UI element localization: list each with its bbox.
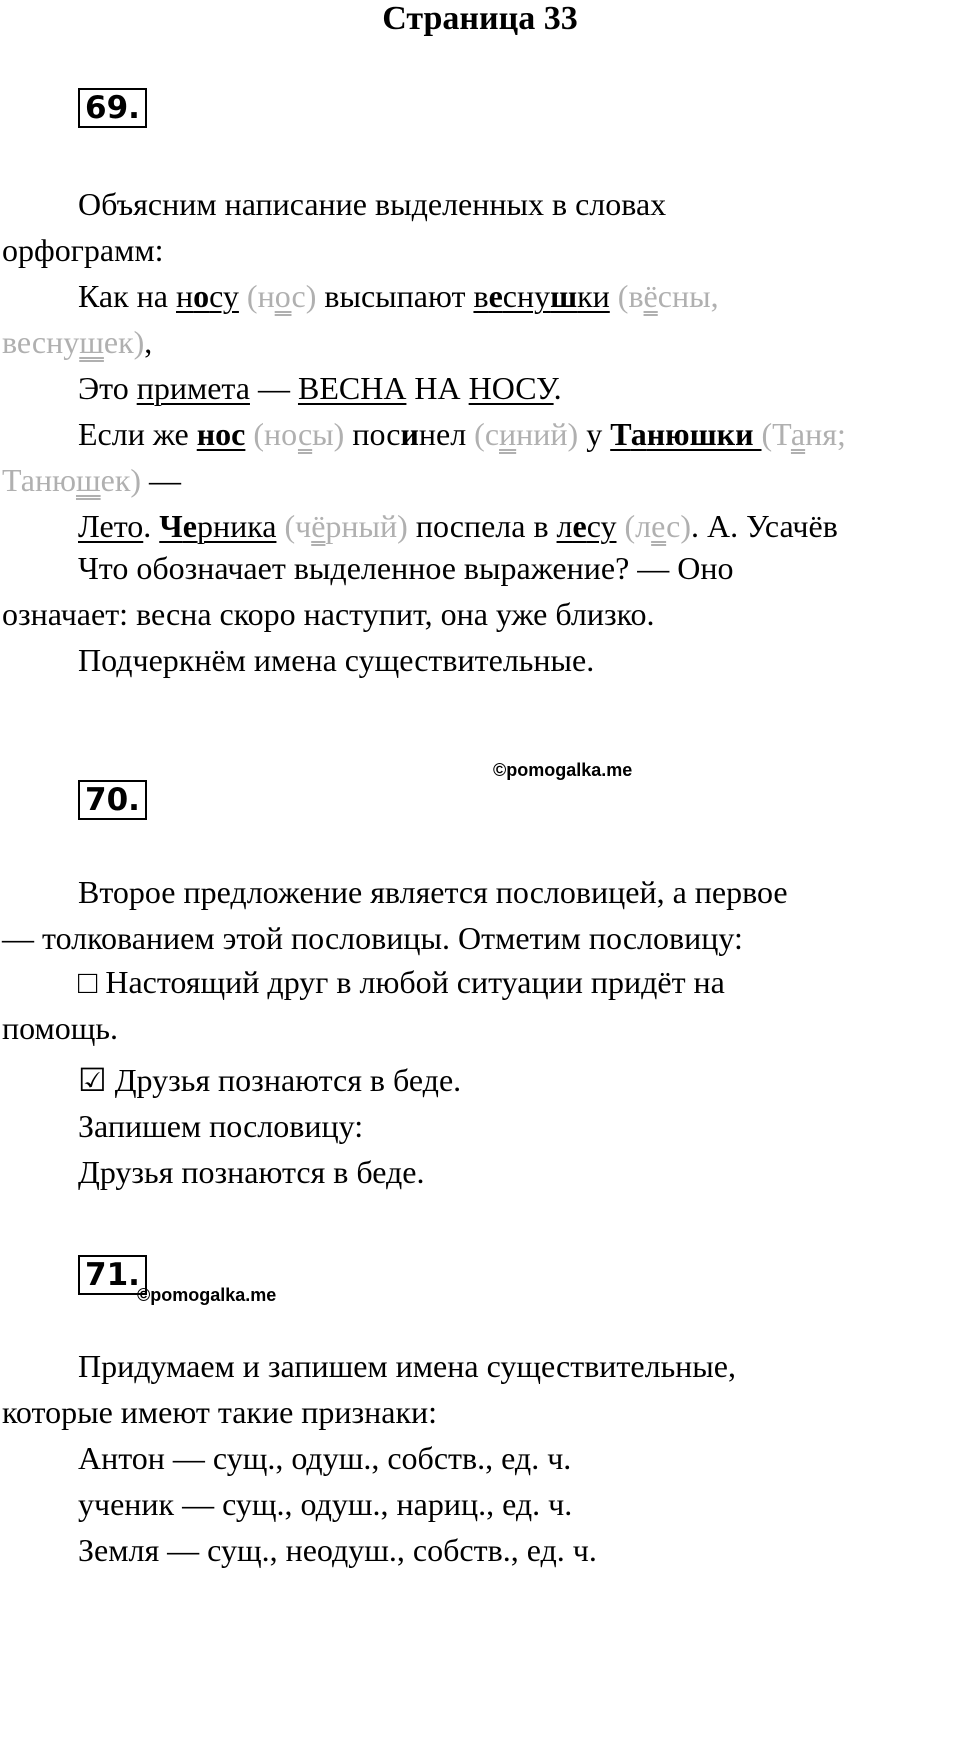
exercise-number-71-value: 71 [85,1257,129,1293]
text: ки [577,278,610,314]
text: а [790,416,806,452]
text: с [297,416,313,452]
ex71-item-3: Земля — сущ., неодуш., собств., ед. ч. [78,1532,597,1568]
ex70-option-1-cont: помощь. [2,1010,118,1046]
ex69-line-1: Объясним написание выделенных в словах [78,186,667,222]
text: е [488,278,503,314]
ex69-poem-line-4 [78,506,838,546]
ex70-line-1: Второе предложение является пословицей, а первое [78,874,788,910]
text: ний) [516,416,579,452]
text: весну [2,324,80,360]
hint-vesnushek [2,324,144,360]
text: поспела в [407,508,557,544]
exercise-number-69-value: 69 [85,90,129,126]
ex69-poem-line-2 [78,368,562,408]
word-vesnushki [473,278,609,314]
text: Если же [78,416,197,452]
ex71-item-1: Антон — сущ., одуш., собств., ед. ч. [78,1440,572,1476]
text: рника [196,508,277,544]
text: ш [550,278,578,314]
ex70-line-3: Запишем пословицу: [78,1108,364,1144]
text: е [651,508,667,544]
text: пос [344,416,401,452]
word-nos [197,416,246,452]
exercise-number-69-dot: . [128,90,140,126]
text: Это [78,370,137,406]
text: (ч [276,508,312,544]
hint-siniy [466,416,578,452]
text: , [144,324,153,360]
text: — [249,370,298,406]
text: (н [238,278,275,314]
hint-les [617,508,691,544]
text: . [143,508,160,544]
ex70-line-4: Друзья познаются в беде. [78,1154,425,1190]
hint-nosy [245,416,344,452]
text: (л [616,508,652,544]
text: (с [466,416,500,452]
text: (в [609,278,644,314]
hint-cherny [276,508,407,544]
hint-tanya [762,416,846,452]
text: сну [502,278,551,314]
text: ш [79,324,104,360]
text: л [556,508,573,544]
text: — [141,462,182,498]
text: нюшки [646,416,762,452]
text: (Т [761,416,791,452]
text: высыпают [316,278,474,314]
text: с) [666,508,691,544]
text: и [400,416,419,452]
hint-vesny [610,278,719,314]
page-title: Страница 33 [382,0,578,37]
text: ек) [100,462,142,498]
text: су [586,508,617,544]
ex69-poem-line-1b [2,322,152,362]
word-nosu [176,278,239,314]
text: ё [643,278,658,314]
text: ш [75,462,101,498]
text: нел [418,416,467,452]
ex69-question-line-2: означает: весна скоро наступит, она уже близко. [2,596,655,632]
exercise-number-70-value: 70 [85,782,129,818]
ex69-line-2: орфограмм: [2,232,164,268]
text: у [578,416,611,452]
text: в [473,278,489,314]
text: ек) [103,324,145,360]
ex69-poem-line-3 [78,414,846,454]
watermark: ©pomogalka.me [493,760,633,780]
text: ё [311,508,326,544]
ex71-item-2: ученик — сущ., одуш., нариц., ед. ч. [78,1486,573,1522]
ex69-question-line-1: Что обозначает выделенное выражение? — Оно [78,550,734,586]
ex70-option-1: □ Настоящий друг в любой ситуации придёт на [78,964,725,1000]
text: и [499,416,517,452]
ex71-line-1: Придумаем и запишем имена существительные, [78,1348,736,1384]
watermark-2: ©pomogalka.me [137,1285,277,1305]
word-lesu [557,508,617,544]
exercise-number-69 [78,88,147,128]
text: с) [291,278,317,314]
hint-tanyushek [2,462,141,498]
hint-nos [239,278,316,314]
text: . А. Усачёв [690,508,838,544]
text: Таню [2,462,76,498]
text: н [176,278,194,314]
ex69-poem-line-1 [78,276,719,316]
word-chernika [159,508,276,544]
text: Как на [78,278,176,314]
ex69-task-line: Подчеркнём имена существительные. [78,642,595,678]
exercise-number-71-dot: . [128,1257,140,1293]
word-tanyushki [610,416,761,452]
text: нос [196,416,246,452]
text: е [182,508,197,544]
text: а [630,416,647,452]
text: сны, [657,278,719,314]
text: . [553,370,562,406]
word-nosu-caps: НОСУ [468,370,554,406]
ex69-poem-line-3b [2,460,181,500]
exercise-number-70 [78,780,147,820]
ex71-line-2: которые имеют такие признаки: [2,1394,438,1430]
text: Ч [159,508,183,544]
word-leto: Лето [78,508,144,544]
text: НА [406,370,469,406]
ex70-line-2: — толкованием этой пословицы. Отметим пословицу: [2,920,743,956]
text: рный) [325,508,408,544]
text: (но [245,416,298,452]
text: о [193,278,210,314]
word-vesna: ВЕСНА [297,370,407,406]
word-primeta: примета [136,370,250,406]
text: Т [610,416,631,452]
exercise-number-70-dot: . [128,782,140,818]
text: ы) [312,416,345,452]
text: о [274,278,292,314]
text: су [209,278,239,314]
text: ня; [805,416,846,452]
ex70-option-2-checked: ☑ Друзья познаются в беде. [78,1062,462,1098]
text: е [572,508,587,544]
